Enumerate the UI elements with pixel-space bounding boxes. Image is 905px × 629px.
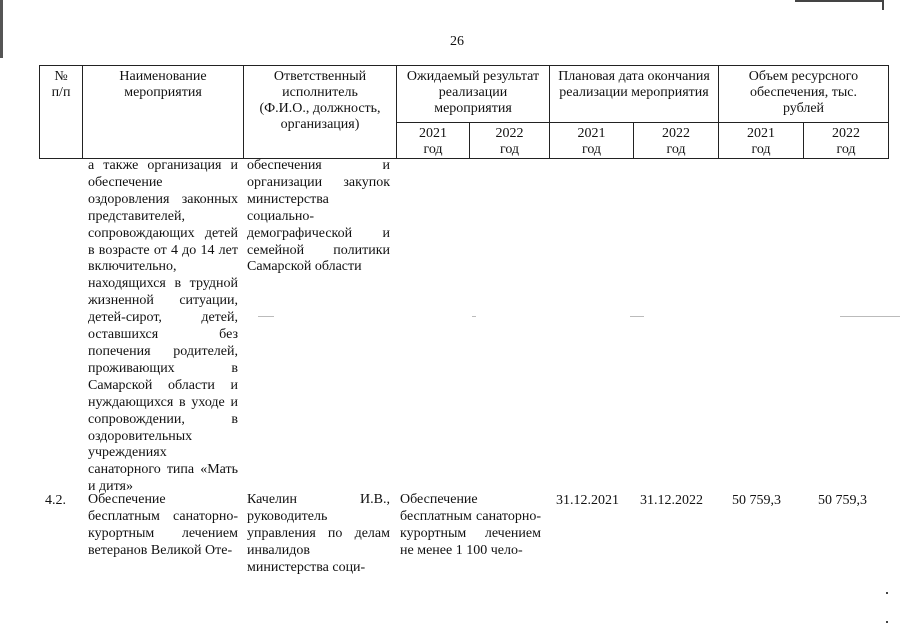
row-4-2-volume-2022: 50 759,3 <box>818 493 867 508</box>
header-expected: Ожидаемый результат реализации мероприятия <box>397 66 550 123</box>
page-number: 26 <box>450 34 464 49</box>
row-4-2-name-text: Обеспечение бесплатным санаторно-курортным лечением ветеранов Великой Оте- <box>88 492 238 558</box>
scan-dash <box>840 316 900 317</box>
row-4-2-responsible-text: Качелин И.В., руководитель управления по делам инвалидов министерства соци- <box>247 492 390 575</box>
header-expected-2022: 2022 год <box>470 123 550 159</box>
header-date-2022: 2022 год <box>634 123 719 159</box>
scan-dash <box>630 316 644 317</box>
scan-dash <box>258 316 274 317</box>
header-volume: Объем ресурсного обеспечения, тыс. рублей <box>719 66 889 123</box>
top-right-line <box>795 0 882 2</box>
header-date-2021: 2021 год <box>550 123 634 159</box>
scan-dash <box>472 316 476 317</box>
left-border-line <box>0 0 3 58</box>
header-volume-2021: 2021 год <box>719 123 804 159</box>
scan-speck <box>886 592 888 594</box>
row-4-2-num: 4.2. <box>45 493 66 508</box>
header-expected-2021: 2021 год <box>397 123 470 159</box>
row-4-2-date-2022: 31.12.2022 <box>640 493 703 508</box>
right-border-line <box>882 0 884 10</box>
scan-speck <box>886 621 888 623</box>
row-4-2-volume-2021: 50 759,3 <box>732 493 781 508</box>
header-volume-2022: 2022 год <box>804 123 889 159</box>
row-4-2-expected-text: Обеспечение бесплатным санаторно-курортным лечением не менее 1 100 чело- <box>400 492 541 558</box>
header-end-date: Плановая дата окончания реализации мероприятия <box>550 66 719 123</box>
header-responsible: Ответственный исполнитель (Ф.И.О., должность, организация) <box>244 66 397 159</box>
continuation-responsible-text: обеспечения и организации закупок министерства социально-демографической и семейной политики Самарской области <box>247 158 390 275</box>
continuation-name-text: а также организация и обеспечение оздоровления законных представителей, сопровождающих детей в возрасте от 4 до 14 лет включительно, находящихся в трудной жизненной ситуации, детей-сирот, детей, оставшихся без попечения родителей, проживающих в Самарской области и нуждающихся в уходе и сопровождении, в оздоровительных учреждениях санаторного типа «Мать и дитя» <box>88 158 238 495</box>
header-num: № п/п <box>40 66 83 159</box>
row-4-2-date-2021: 31.12.2021 <box>556 493 619 508</box>
header-name: Наименование мероприятия <box>83 66 244 159</box>
table-header <box>39 65 889 159</box>
